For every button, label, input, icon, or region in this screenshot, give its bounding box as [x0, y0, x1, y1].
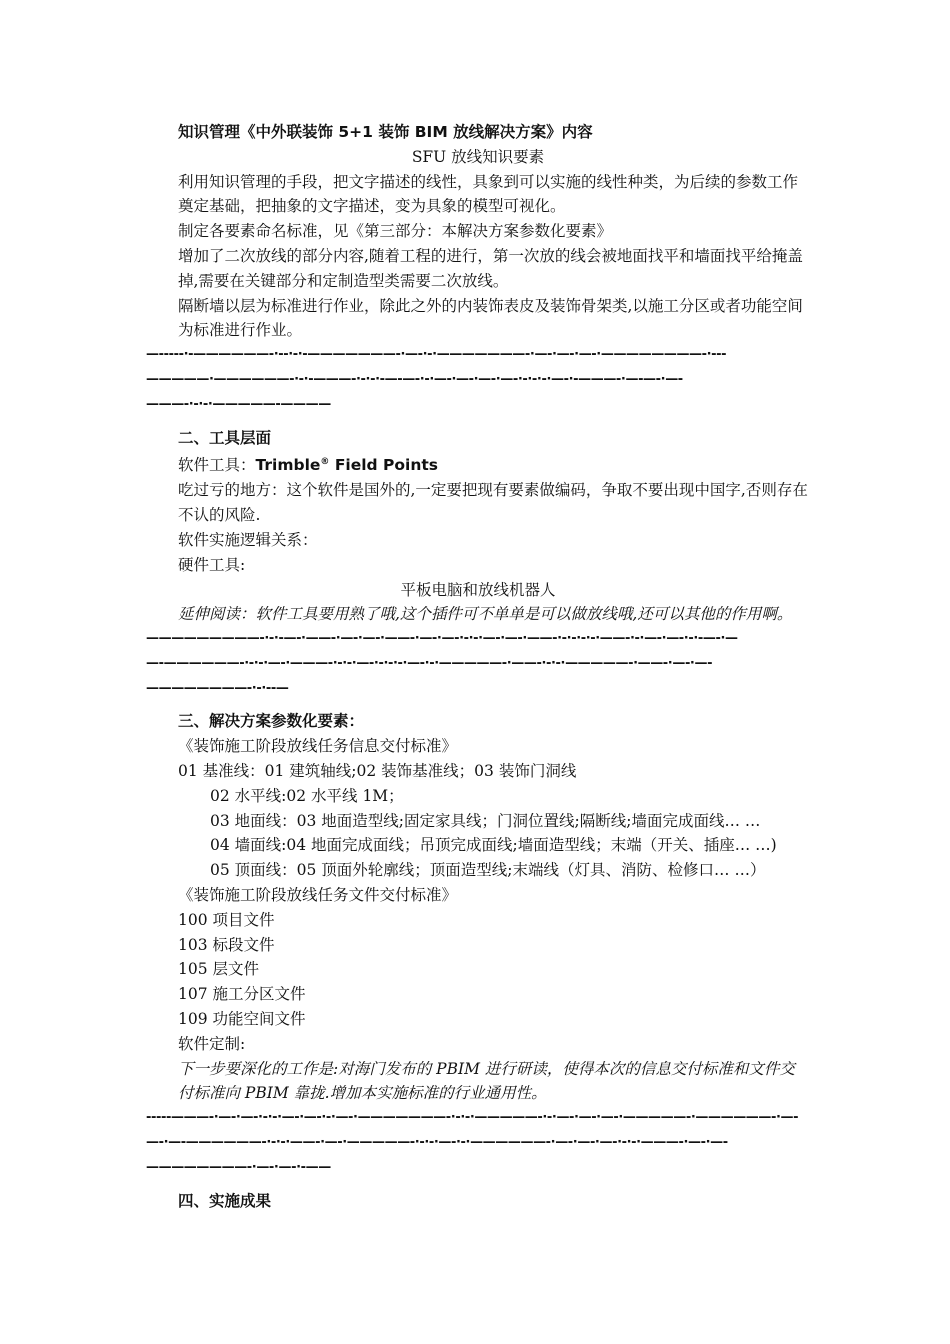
document-subtitle: SFU 放线知识要素: [411, 147, 545, 166]
separator-line: ————————-·—-·—-·-——: [146, 1159, 331, 1175]
software-label: 软件工具：: [178, 456, 256, 475]
separator-line: —-·—-——————-·-·-·——-·—-·—————-·-·-·—-·-·——————-·—-·—-·—-·-·-·———-·—-·—-: [146, 1135, 728, 1151]
list-item: 103 标段文件: [178, 935, 275, 954]
software-name: Trimble: [255, 456, 321, 475]
list-item: 05 顶面线：05 顶面外轮廓线；顶面造型线;末端线（灯具、消防、检修口… …）: [210, 861, 766, 880]
section-heading: 三、解决方案参数化要素：: [178, 712, 365, 731]
software-tool-line: [146, 450, 810, 478]
separator-line: ————————-·-·--—: [146, 680, 289, 696]
list-item: 02 水平线:02 水平线 1M；: [210, 786, 404, 805]
next-step-note: 下一步要深化的工作是:对海门发布的 PBIM 进行研读，使得本次的信息交付标准和文件交付标准向 PBIM 靠拢.增加本实施标准的行业通用性。: [178, 1059, 795, 1103]
paragraph: 硬件工具:: [178, 555, 246, 574]
separator-line: ———-·-·-·—————-————: [146, 396, 331, 412]
hardware-caption: 平板电脑和放线机器人: [400, 580, 556, 599]
standard-title: 《装饰施工阶段放线任务信息交付标准》: [178, 737, 458, 756]
document-title: 知识管理《中外联装饰 5+1 装饰 BIM 放线解决方案》内容: [178, 123, 593, 141]
list-item: 109 功能空间文件: [178, 1010, 306, 1029]
separator-line: —-----·-——————-·--·-·-———————-·—-·-·———————-·—-·—-·—-·————————-·---: [146, 347, 727, 363]
paragraph: 软件实施逻辑关系：: [178, 530, 318, 549]
separator-line: —————————-·-·-—-·——-·—-·—-·——-·—-·—-·-·-·—-·—-·——-·-·-·-·-·——-·-·—-·—-·-·-—-·—: [146, 631, 738, 647]
list-item: 105 层文件: [178, 960, 260, 979]
extended-reading: 延伸阅读：软件工具要用熟了哦,这个插件可不单单是可以做放线哦,还可以其他的作用啊。: [178, 605, 793, 624]
paragraph: 隔断墙以层为标准进行作业，除此之外的内装饰表皮及装饰骨架类,以施工分区或者功能空间为标准进行作业。: [178, 296, 803, 340]
list-item: 01 基准线：01 建筑轴线;02 装饰基准线；03 装饰门洞线: [178, 762, 577, 781]
separator-line: —-——————-·-·-·—-·———-·-·-·—-·-·-·-·—-·-·—————-·——-·-·-·—————-·——-·—-·—-: [146, 655, 713, 671]
list-item: 04 墙面线:04 地面完成面线；吊顶完成面线;墙面造型线；末端（开关、插座… …): [210, 836, 777, 855]
paragraph: 制定各要素命名标准，见《第三部分：本解决方案参数化要素》: [178, 222, 613, 241]
list-item: 107 施工分区文件: [178, 985, 306, 1004]
paragraph: 增加了二次放线的部分内容,随着工程的进行，第一次放的线会被地面找平和墙面找平给掩盖掉,需要在关键部分和定制造型类需要二次放线。: [178, 246, 803, 290]
standard-title: 《装饰施工阶段放线任务文件交付标准》: [178, 886, 458, 905]
paragraph: 软件定制:: [178, 1034, 246, 1053]
paragraph: 利用知识管理的手段，把文字描述的线性，具象到可以实施的线性种类，为后续的参数工作奠定基础，把抽象的文字描述，变为具象的模型可视化。: [178, 172, 799, 216]
section-heading: 二、工具层面: [178, 428, 272, 447]
separator-line: —————·——————-·-·-———-·-·-·-—-—-·-·—-·—-·—-·—-·-·-·-·—-·-———-·—-—-·—-: [146, 371, 683, 387]
separator-line: -----———-·—-·—-·-·-·—-·—-·-·—-·———————-·-·-·—————-·-·—-·—-·—-·—————-·——————-·—-: [146, 1110, 799, 1126]
separator: [146, 1106, 810, 1180]
separator: [146, 627, 810, 701]
separator: [146, 343, 810, 417]
software-name-rest: Field Points: [329, 456, 439, 475]
list-item: 03 地面线：03 地面造型线;固定家具线；门洞位置线;隔断线;墙面完成面线… …: [210, 811, 761, 830]
section-heading: 四、实施成果: [178, 1191, 272, 1210]
registered-mark: ®: [320, 457, 330, 468]
list-item: 100 项目文件: [178, 910, 275, 929]
paragraph: 吃过亏的地方：这个软件是国外的,一定要把现有要素做编码，争取不要出现中国字,否则存在不认的风险.: [178, 481, 808, 525]
